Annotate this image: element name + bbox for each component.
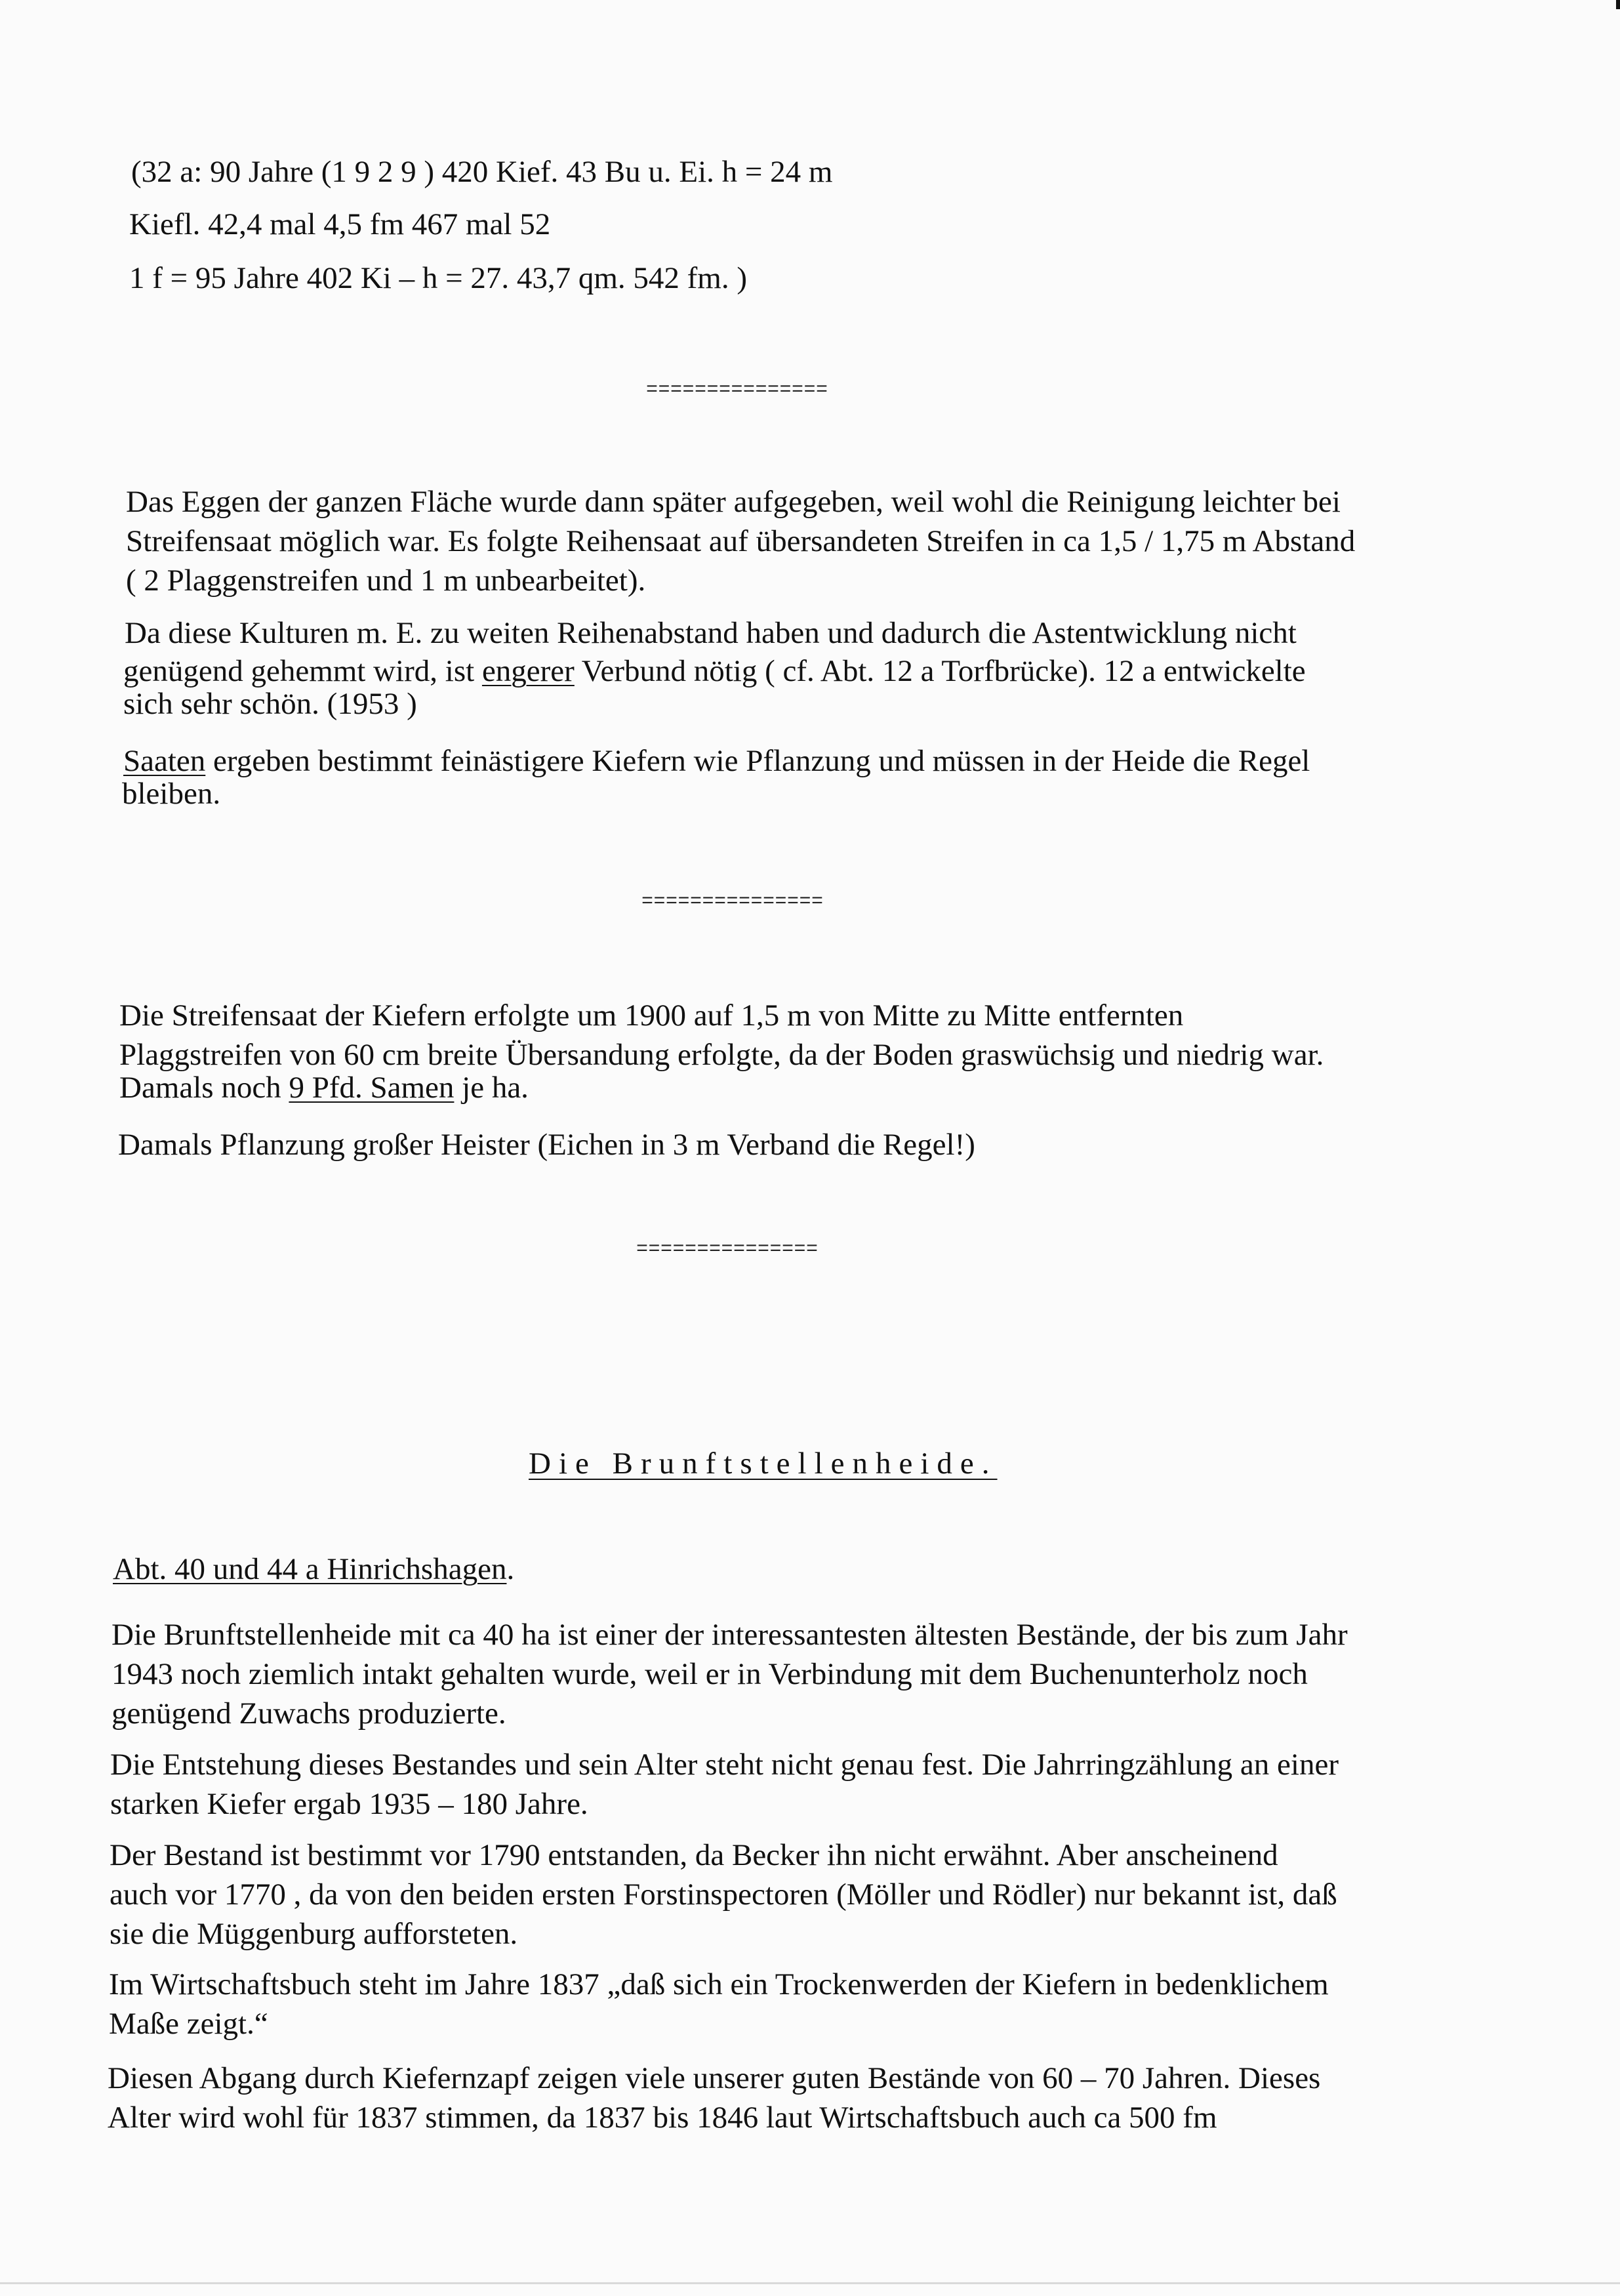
section2-paragraph-1-line-2: Plaggstreifen von 60 cm breite Übersandung erfolgte, da der Boden graswüchsig und niedrig war. xyxy=(119,1038,1324,1072)
text-run: Damals noch xyxy=(119,1071,289,1105)
section1-paragraph-2-line-3: sich sehr schön. (1953 ) xyxy=(123,687,417,721)
underlined-word: Saaten xyxy=(123,744,206,778)
section3-paragraph-4: Im Wirtschaftsbuch steht im Jahre 1837 „daß sich ein Trockenwerden der Kiefern in bedenklichem Maße zeigt.“ xyxy=(109,1967,1329,2041)
section2-paragraph-1-line-1: Die Streifensaat der Kiefern erfolgte um 1900 auf 1,5 m von Mitte zu Mitte entfernten xyxy=(119,998,1184,1033)
text-run: genügend gehemmt wird, ist xyxy=(123,654,482,688)
section3-paragraph-3: Der Bestand ist bestimmt vor 1790 entstanden, da Becker ihn nicht erwähnt. Aber anscheinend auch vor 1770 , da von den beiden ersten Forstinspectoren (Möller und Rödler) nur bekannt ist, daß sie die Müggenburg aufforsteten. xyxy=(110,1838,1337,1951)
section2-paragraph-1-line-3 xyxy=(119,1068,529,1107)
separator-3: =============== xyxy=(636,1239,819,1261)
text-run: je ha. xyxy=(454,1071,529,1105)
top-note-line-1: (32 a: 90 Jahre (1 9 2 9 ) 420 Kief. 43 Bu u. Ei. h = 24 m xyxy=(131,155,833,189)
text-run: . xyxy=(506,1552,515,1586)
section3-paragraph-1: Die Brunftstellenheide mit ca 40 ha ist einer der interessantesten ältesten Bestände, der bis zum Jahr 1943 noch ziemlich intakt gehalten wurde, weil er in Verbindung mit dem Buchenunterholz noch genügend Zuwachs produzierte. xyxy=(111,1618,1348,1731)
section-subheading xyxy=(113,1549,514,1589)
section2-paragraph-2: Damals Pflanzung großer Heister (Eichen in 3 m Verband die Regel!) xyxy=(118,1128,975,1162)
underlined-subheading: Abt. 40 und 44 a Hinrichshagen xyxy=(113,1552,507,1586)
section3-paragraph-5: Diesen Abgang durch Kiefernzapf zeigen viele unserer guten Bestände von 60 – 70 Jahren. Dieses Alter wird wohl für 1837 stimmen, da 1837 bis 1846 laut Wirtschaftsbuch auch ca 500 fm xyxy=(108,2061,1321,2135)
section-heading: Die Brunftstellenheide. xyxy=(529,1446,998,1481)
text-run: ergeben bestimmt feinästigere Kiefern wie Pflanzung und müssen in der Heide die Regel xyxy=(205,744,1310,778)
section1-paragraph-2-line-1: Da diese Kulturen m. E. zu weiten Reihenabstand haben und dadurch die Astentwicklung nicht xyxy=(125,616,1297,650)
top-note-line-3: 1 f = 95 Jahre 402 Ki – h = 27. 43,7 qm. 542 fm. ) xyxy=(129,261,747,295)
section3-paragraph-2: Die Entstehung dieses Bestandes und sein Alter steht nicht genau fest. Die Jahrringzählung an einer starken Kiefer ergab 1935 – 180 Jahre. xyxy=(110,1748,1339,1821)
separator-2: =============== xyxy=(641,891,824,913)
top-note-line-2: Kiefl. 42,4 mal 4,5 fm 467 mal 52 xyxy=(129,207,551,241)
scan-bottom-edge xyxy=(0,2282,1620,2284)
section1-paragraph-3-line-2: bleiben. xyxy=(122,777,221,811)
underlined-quantity: 9 Pfd. Samen xyxy=(289,1071,455,1105)
separator-1: =============== xyxy=(646,379,828,401)
scan-corner-mark xyxy=(1616,0,1620,9)
section1-paragraph-3-line-1 xyxy=(123,741,1310,781)
text-run: Verbund nötig ( cf. Abt. 12 a Torfbrücke). 12 a entwickelte xyxy=(574,654,1306,688)
underlined-word: engerer xyxy=(481,654,575,688)
section1-paragraph-1: Das Eggen der ganzen Fläche wurde dann später aufgegeben, weil wohl die Reinigung leichter bei Streifensaat möglich war. Es folgte Reihensaat auf übersandeten Streifen in ca 1,5 / 1,75 m Abstand ( 2 Plaggenstreifen und 1 m unbearbeitet). xyxy=(126,485,1356,598)
